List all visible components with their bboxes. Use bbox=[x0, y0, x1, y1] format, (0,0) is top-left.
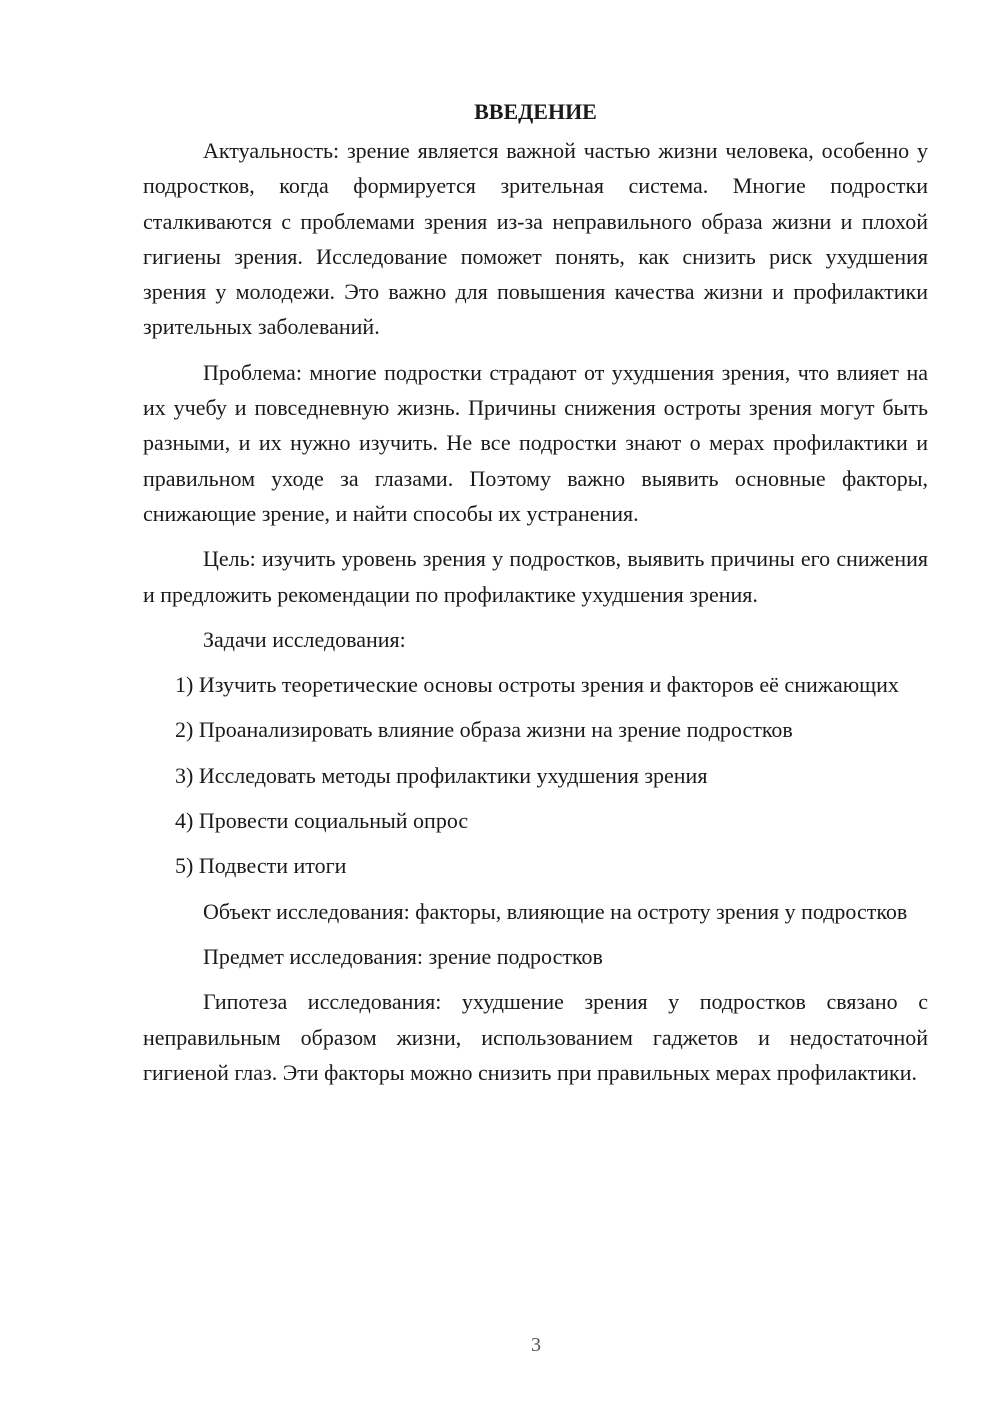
relevance-paragraph: Актуальность: зрение является важной частью жизни человека, особенно у подростков, когда формируется зрительная система. Многие подростки сталкиваются с проблемами зрения из-за неправильного образа жизни и плохой гигиены зрения. Исследование поможет понять, как снизить риск ухудшения зрения у молодежи. Это важно для повышения качества жизни и профилактики зрительных заболеваний. bbox=[143, 138, 928, 340]
page-number: 3 bbox=[531, 1334, 541, 1356]
goal-paragraph: Цель: изучить уровень зрения у подростков, выявить причины его снижения и предложить рекомендации по профилактике ухудшения зрения. bbox=[143, 546, 928, 607]
section-title: ВВЕДЕНИЕ bbox=[474, 99, 597, 124]
list-item: 4) Провести социальный опрос bbox=[175, 808, 469, 834]
document-page bbox=[143, 94, 928, 1100]
tasks-heading: Задачи исследования: bbox=[203, 626, 406, 652]
list-item: 2) Проанализировать влияние образа жизни на зрение подростков bbox=[175, 717, 793, 743]
list-item: 5) Подвести итоги bbox=[175, 853, 347, 879]
subject-paragraph: Предмет исследования: зрение подростков bbox=[203, 943, 603, 969]
problem-paragraph: Проблема: многие подростки страдают от ухудшения зрения, что влияет на их учебу и повседневную жизнь. Причины снижения остроты зрения могут быть разными, и их нужно изучить. Не все подростки знают о мерах профилактики и правильном уходе за глазами. Поэтому важно выявить основные факторы, снижающие зрение, и найти способы их устранения. bbox=[143, 359, 928, 526]
object-paragraph: Объект исследования: факторы, влияющие на остроту зрения у подростков bbox=[203, 898, 908, 924]
list-item: 1) Изучить теоретические основы остроты зрения и факторов её снижающих bbox=[175, 672, 899, 698]
tasks-list bbox=[143, 667, 928, 883]
list-item: 3) Исследовать методы профилактики ухудшения зрения bbox=[175, 762, 708, 788]
hypothesis-paragraph: Гипотеза исследования: ухудшение зрения у подростков связано с неправильным образом жизни, использованием гаджетов и недостаточной гигиеной глаз. Эти факторы можно снизить при правильных мерах профилактики. bbox=[143, 989, 928, 1085]
